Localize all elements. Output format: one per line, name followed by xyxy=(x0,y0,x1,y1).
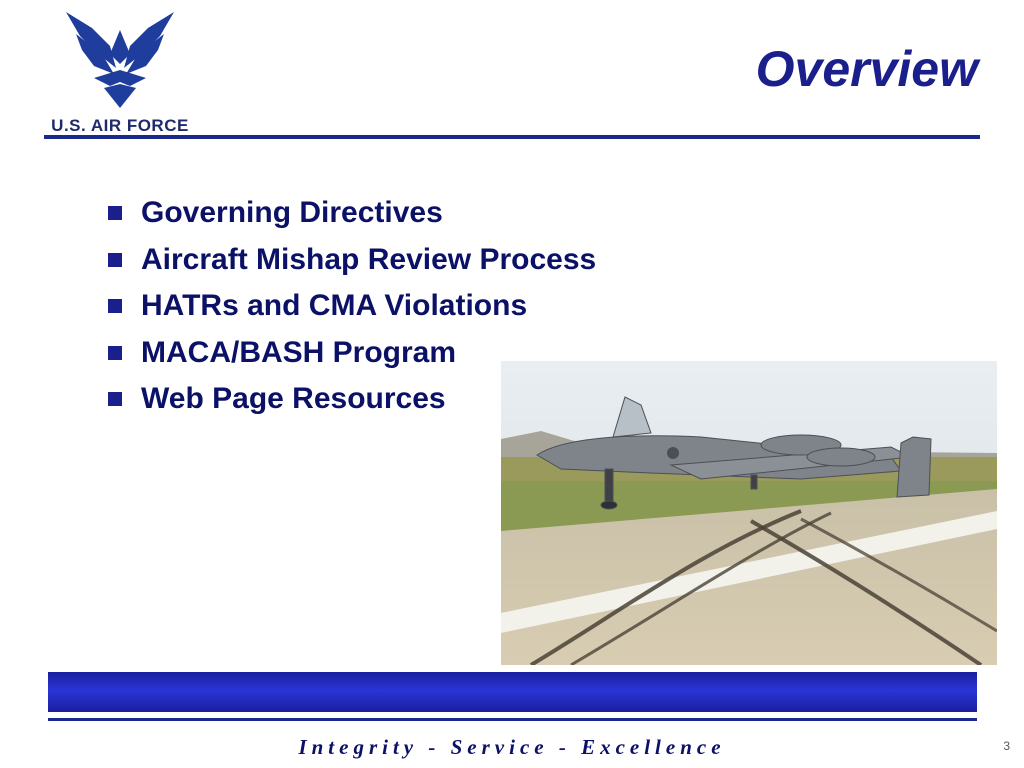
bullet-text: HATRs and CMA Violations xyxy=(141,289,528,323)
air-force-logo xyxy=(40,8,200,134)
bullet-square-icon xyxy=(108,253,122,267)
footer-motto: Integrity - Service - Excellence xyxy=(298,735,726,759)
bullet-text: MACA/BASH Program xyxy=(141,335,457,369)
aircraft-on-runway-icon xyxy=(501,361,997,665)
bullet-text: Web Page Resources xyxy=(141,382,446,416)
bullet-square-icon xyxy=(108,346,122,360)
list-item xyxy=(108,190,596,237)
bullet-square-icon xyxy=(108,299,122,313)
footer-band xyxy=(48,672,977,712)
logo-text: U.S. AIR FORCE xyxy=(51,116,189,135)
header-divider xyxy=(44,135,980,139)
bullet-text: Governing Directives xyxy=(141,196,443,230)
bullet-square-icon xyxy=(108,392,122,406)
list-item xyxy=(108,283,596,330)
bullet-text: Aircraft Mishap Review Process xyxy=(141,242,597,276)
bullet-square-icon xyxy=(108,206,122,220)
slide-title: Overview xyxy=(755,41,978,97)
list-item xyxy=(108,237,596,284)
page-number: 3 xyxy=(1003,739,1010,753)
air-force-wings-icon xyxy=(64,8,176,112)
footer-divider xyxy=(48,718,977,721)
aircraft-photo xyxy=(501,361,997,665)
